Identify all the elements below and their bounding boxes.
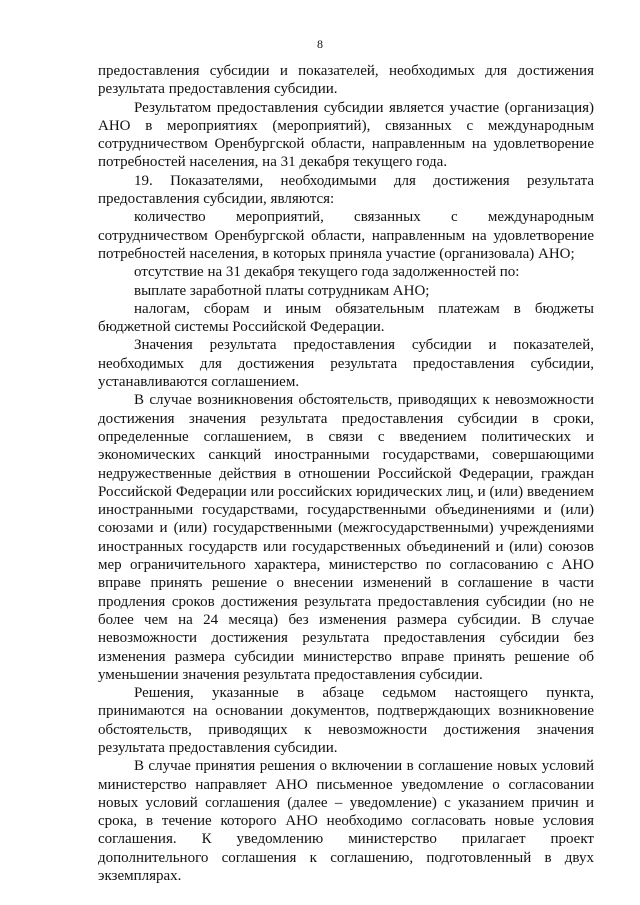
paragraph: В случае возникновения обстоятельств, приводящих к невозможности достижения значения результата предоставления субсидии в сроки, определенные соглашением, в связи с введением политических и экономических санкций иностранными государствами, совершающими недружественные действия в отношении Российской Федерации, граждан Российской Федерации или российских юридических лиц, и (или) введением иностранными государствами, государственными объединениями и (или) союзами и (или) государственными (межгосударственными) учреждениями иностранных государств или государственных объединений и (или) союзов мер ограничительного характера, министерство по согласованию с АНО вправе принять решение о внесении изменений в соглашение в части продления сроков достижения результата предоставления субсидии (но не более чем на 24 месяца) без изменения размера субсидии. В случае невозможности достижения результата предоставления субсидии без изменения размера субсидии министерство вправе принять решение об уменьшении значения результата предоставления субсидии.	[98, 392, 594, 683]
paragraph: Решения, указанные в абзаце седьмом настоящего пункта, принимаются на основании документов, подтверждающих возникновение обстоятельств, приводящих к невозможности достижения значения результата предоставления субсидии.	[98, 685, 594, 756]
paragraph: В случае принятия решения о включении в соглашение новых условий министерство направляет АНО письменное уведомление о согласовании новых условий соглашения (далее – уведомление) с указанием причин и срока, в течение которого АНО необходимо согласовать новые условия соглашения. К уведомлению министерство прилагает проект дополнительного соглашения к соглашению, подготовленный в двух экземплярах.	[98, 758, 594, 885]
paragraph: количество мероприятий, связанных с международным сотрудничеством Оренбургской области, направленным на удовлетворение потребностей населения, в которых приняла участие (организовала) АНО;	[98, 209, 594, 262]
paragraph: выплате заработной платы сотрудникам АНО;	[134, 282, 430, 299]
paragraph: Значения результата предоставления субсидии и показателей, необходимых для достижения результата предоставления субсидии, устанавливаются соглашением.	[98, 337, 594, 391]
paragraph: 19. Показателями, необходимыми для достижения результата предоставления субсидии, являются:	[98, 172, 594, 208]
paragraph: налогам, сборам и иным обязательным платежам в бюджеты бюджетной системы Российской Федерации.	[98, 300, 594, 336]
page-number: 8	[317, 37, 323, 51]
body-text	[98, 62, 594, 885]
paragraph: предоставления субсидии и показателей, необходимых для достижения результата предоставления субсидии.	[98, 63, 594, 98]
paragraph: отсутствие на 31 декабря текущего года задолженностей по:	[134, 264, 520, 281]
paragraph: Результатом предоставления субсидии является участие (организация) АНО в мероприятиях (мероприятий), связанных с международным сотрудничеством Оренбургской области, направленным на удовлетворение потребностей населения, на 31 декабря текущего года.	[98, 99, 594, 171]
